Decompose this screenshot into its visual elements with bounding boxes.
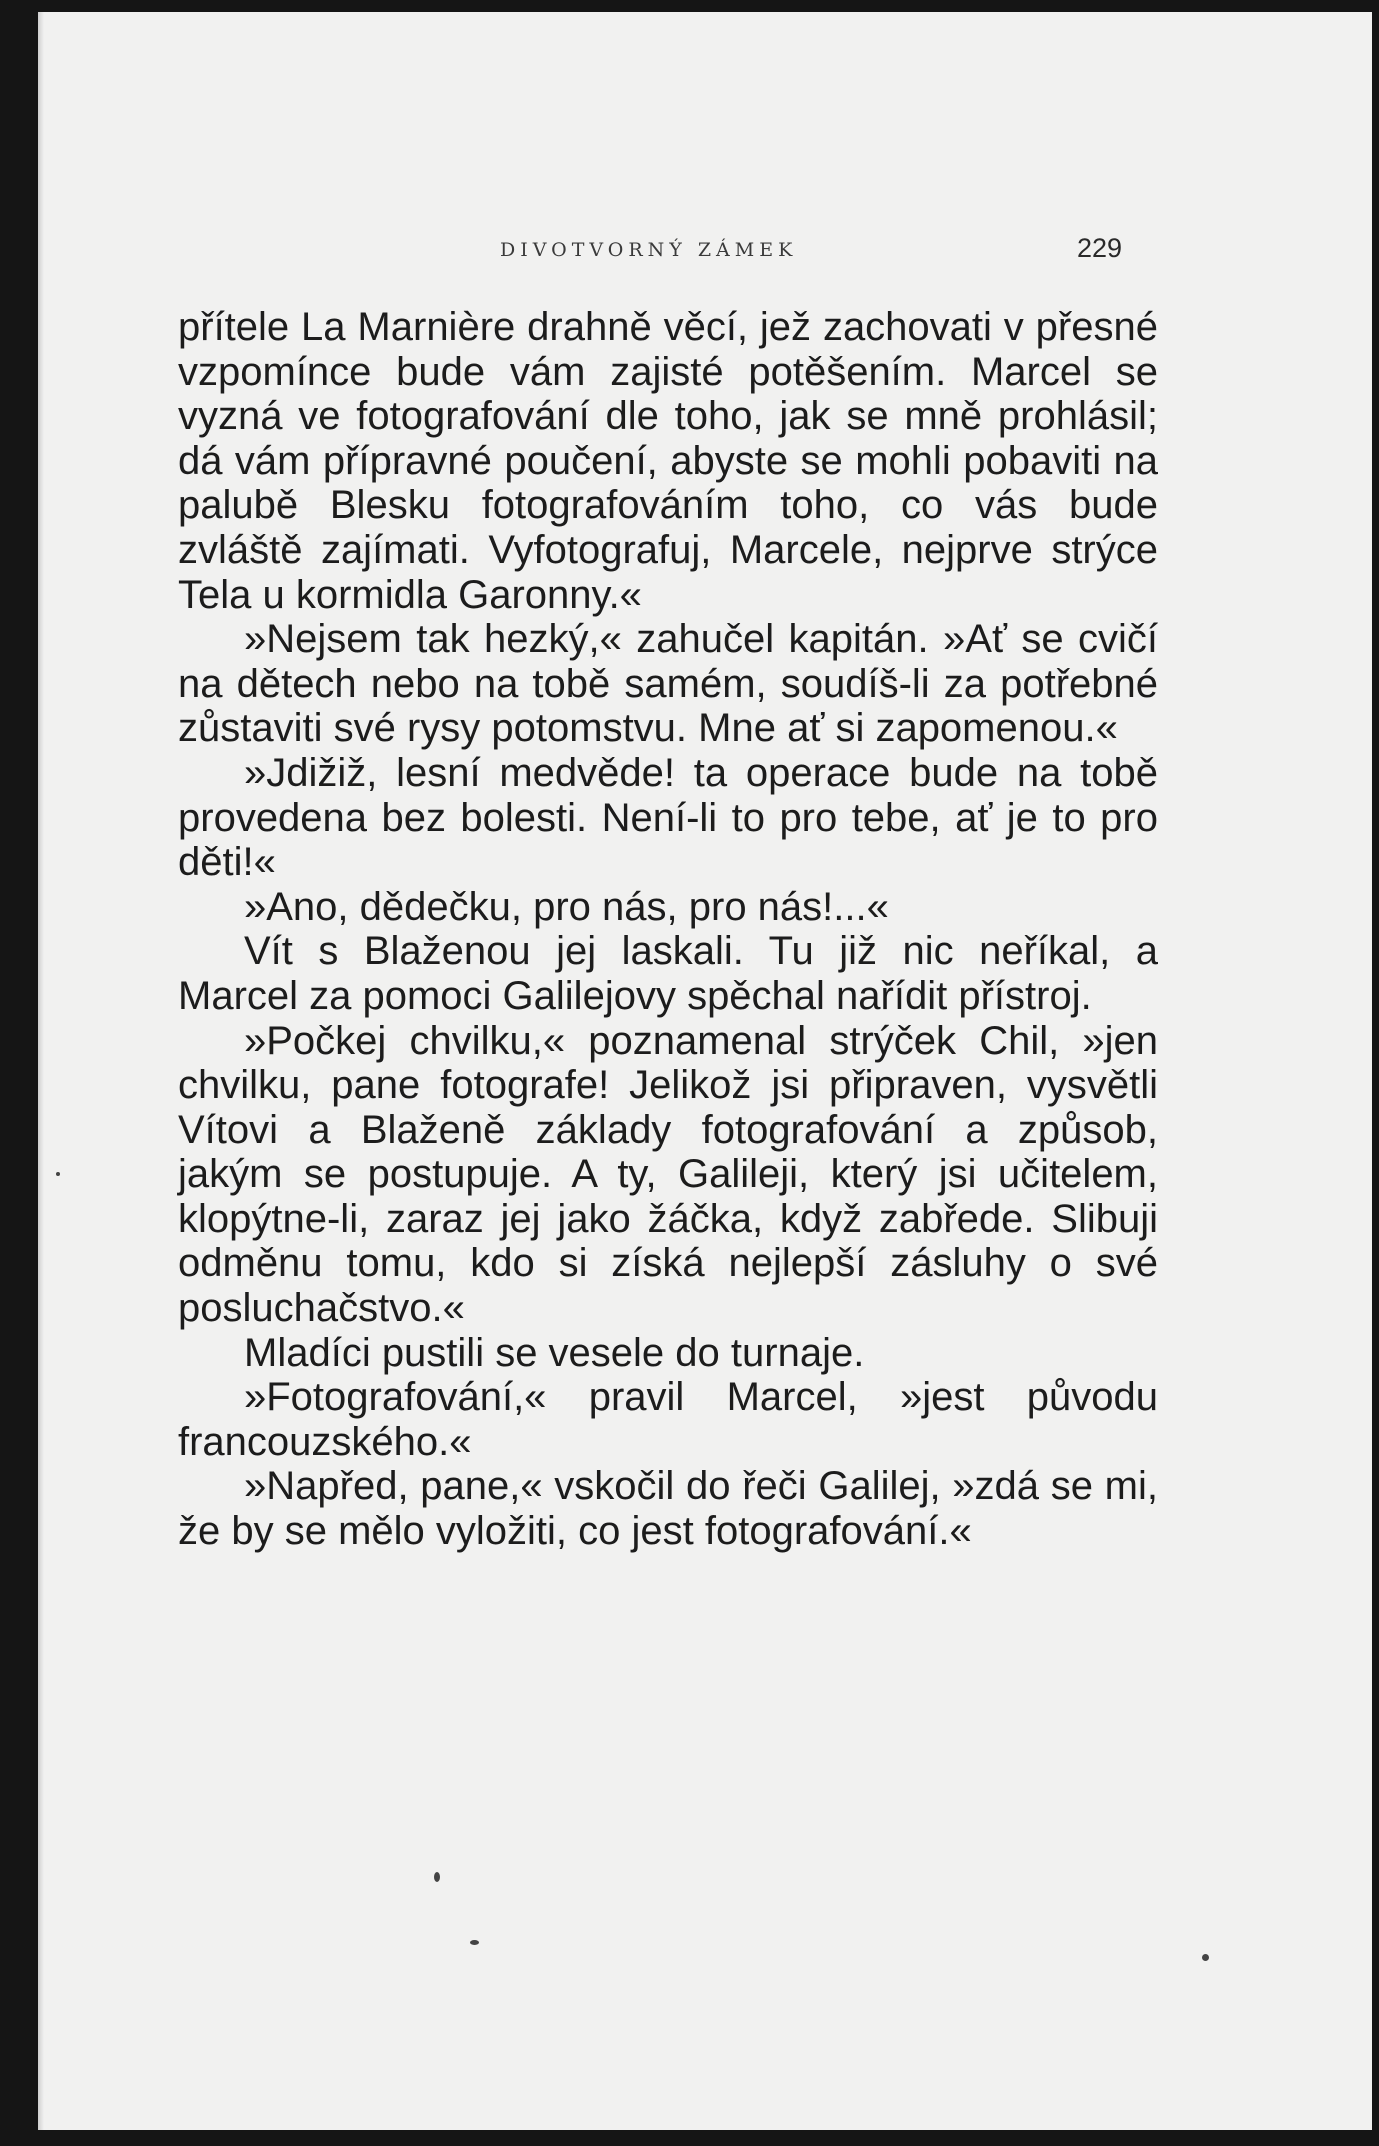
paragraph: přítele La Marnière drahně věcí, jež zachovati v přesné vzpomínce bude vám zajisté potěšením. Marcel se vyzná ve fotografování dle toho, jak se mně prohlásil; dá vám přípravné poučení, abyste se mohli pobaviti na palubě Blesku fotografováním toho, co vás bude zvláště zajímati. Vyfotografuj, Marcele, nejprve strýce Tela u kormidla Garonny.« [178,305,1158,617]
paragraph: »Ano, dědečku, pro nás, pro nás!...« [244,884,889,929]
running-title: DIVOTVORNÝ ZÁMEK [500,239,798,261]
paragraph: Vít s Blaženou jej laskali. Tu již nic neříkal, a Marcel za pomoci Galilejovy spěchal nařídit přístroj. [178,929,1158,1018]
scan-speck [56,1172,60,1176]
running-header [38,233,1372,269]
paragraph: »Napřed, pane,« vskočil do řeči Galilej, »zdá se mi, že by se mělo vyložiti, co jest fotografování.« [178,1464,1158,1554]
paragraph: »Fotografování,« pravil Marcel, »jest původu francouzského.« [178,1375,1158,1464]
scan-speck [434,1872,440,1882]
paragraph: Mladíci pustili se vesele do turnaje. [244,1330,865,1375]
paragraph: »Počkej chvilku,« poznamenal strýček Chil, »jen chvilku, pane fotografe! Jelikož jsi připraven, vysvětli Vítovi a Blaženě základy fotografování a způsob, jakým se postupuje. A ty, Galileji, který jsi učitelem, klopýtne-li, zaraz jej jako žáčka, když zabřede. Slibuji odměnu tomu, kdo si získá nejlepší zásluhy o své posluchačstvo.« [178,1018,1158,1331]
scan-speck [470,1940,479,1945]
scan-speck [1202,1954,1209,1961]
page-sheet [38,12,1372,2130]
paragraph: »Jdižiž, lesní medvěde! ta operace bude na tobě provedena bez bolesti. Není-li to pro tebe, ať je to pro děti!« [178,750,1158,885]
paragraph: »Nejsem tak hezký,« zahučel kapitán. »Ať se cvičí na dětech nebo na tobě samém, soudíš-li za potřebné zůstaviti své rysy potomstvu. Mne ať si zapomenou.« [178,617,1158,751]
page-number: 229 [1077,233,1123,263]
page-edge [38,12,44,2130]
body-text [178,305,1158,1554]
